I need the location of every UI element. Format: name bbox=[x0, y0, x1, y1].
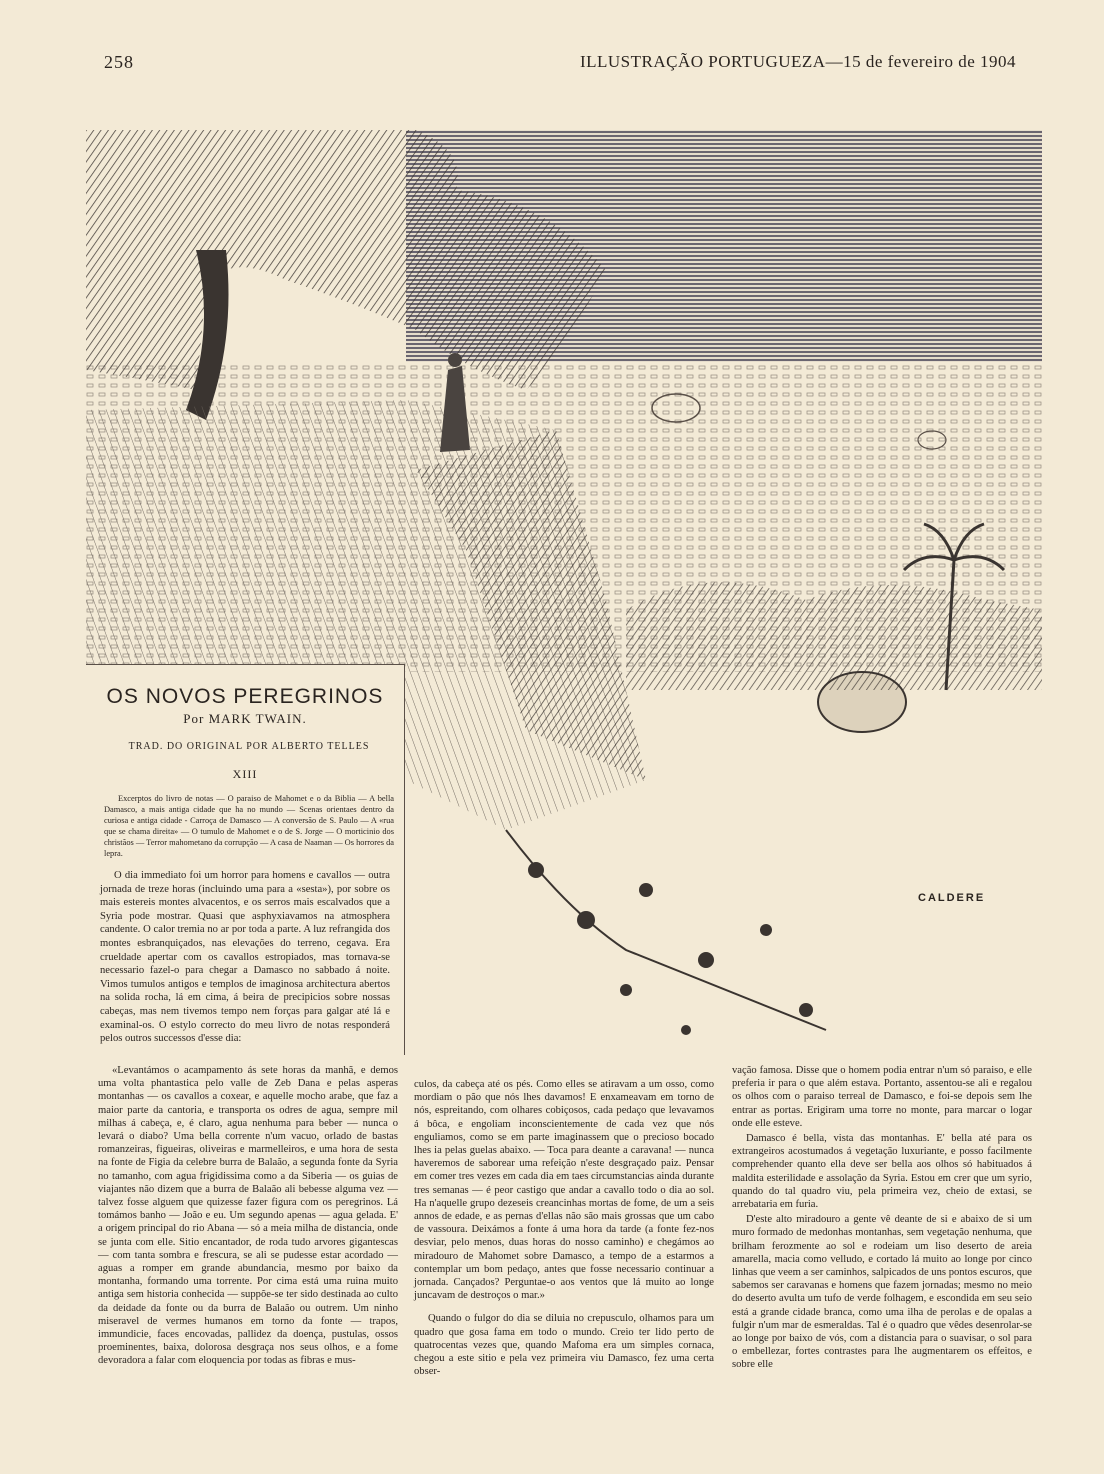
paragraph: Quando o fulgor do dia se diluia no crepusculo, olhamos para um quadro que gosa fama em todo o mundo. Creio ter lido perto de quatrocentas vezes que, quando Mafoma era um simples cornaca, chegou a este sitio e pela vez primeira viu Damasco, fez uma certa obser- bbox=[414, 1313, 714, 1378]
paragraph: vação famosa. Disse que o homem podia entrar n'um só paraiso, e elle preferia ir para o que além estava. Portanto, assentou-se ali e regalou os olhos com o paraiso terreal de Damasco, e foi-se depois sem lhe entrar as portas. Erigiram uma torre no monte, para marcar o logar onde elle esteve. bbox=[732, 1065, 1032, 1129]
translator-credit: TRAD. DO ORIGINAL POR ALBERTO TELLES bbox=[128, 741, 370, 752]
running-header: ILLUSTRAÇÃO PORTUGUEZA—15 de fevereiro de 1904 bbox=[579, 52, 1016, 71]
vine bbox=[506, 830, 826, 1030]
page-number: 258 bbox=[104, 52, 134, 72]
orchard-foliage bbox=[626, 582, 1042, 690]
chapter-number: XIII bbox=[232, 767, 258, 781]
paragraph: «Levantámos o acampamento ás sete horas da manhã, e demos uma volta phantastica pelo valle de Zeb Dana e pelas asperas montanhas — os cavallos a coxear, e aquelle mocho arabe, que faz a maior parte da cantoria, e transporta os odres de agua, sempre mil milhas á cabeça, e, é claro, agua nenhuma para beber — nunca o levará o diabo? Uma bella corrente n'um vacuo, orlado de bastas romanzeiras, figueiras, oliveiras e marmelleiros, e uma hora de sesta na fonte de Figia da celebre burra de Balaão, a segunda fonte da Syria no tamanho, com agua frigidissima como a da Siberia — os guias de viajantes não dizem que a burra de Balaão ali bebesse alguma vez — talvez fosse alguem que quizesse fazer figura com os peregrinos. Lá tomámos banho — João e eu. Um segundo apenas — agua gelada. E' a origem principal do rio Abana — só a meia milha de distancia, onde se junta com elle. Sitio encantador, de roda tudo arvores gigantescas — com tanta sombra e frescura, se ali se pudesse estar acordado — aguas a romper em grande abundancia, mesmo por baixo da montanha, formando uma torrente. Por cima está uma ruina muito antiga sem historia conhecida — suppõe-se ter sido destinada ao culto da deidade da fonte ou da burra de Balaão ou outrem. Um ninho miseravel de vermes humanos em torno da fonte — trapos, immundicie, faces encovadas, pallidez da doença, pustulas, ossos proeminentes, baixa, dolorosa desgraça nos seus olhos, e a fome devoradora a falar com eloquencia por todas as fibras e mus- bbox=[98, 1065, 398, 1367]
text-column-3 bbox=[732, 1064, 1032, 1372]
paragraph: Damasco é bella, vista das montanhas. E' bella até para os extrangeiros acostumados á vegetação luxuriante, e posso facilmente comprehender quanto ella deve ser bella aos olhos só habituados á maldita esterilidade e assolação da Syria. Estou em crer que um syrio, quando do tal quadro viu, pela primeira vez, cheio de extasi, se arrebataria em furia. bbox=[732, 1133, 1032, 1211]
text-column-1 bbox=[98, 1064, 398, 1368]
byline: Por MARK TWAIN. bbox=[183, 711, 307, 726]
figure-head bbox=[448, 353, 462, 367]
text-column-2 bbox=[414, 1078, 714, 1378]
artist-signature: CALDERE bbox=[918, 892, 986, 904]
chapter-summary: Excerptos do livro de notas — O paraiso de Mahomet e o da Biblia — A bella Damasco, a mais antiga cidade que ha no mundo — Scenas orientaes dentro da curiosa e antiga cidade - Carroça de Damasco — A conversão de S. Paulo — A «rua que se chama direita» — O tumulo de Mahomet e o de S. Jorge — O morticinio dos christãos — Terror mahometano da corrupção — A casa de Naaman — Os horrores da lepra. bbox=[104, 794, 394, 858]
paragraph: culos, da cabeça até os pés. Como elles se atiravam a um osso, como mordiam o pão que nós lhes davamos! E enxameavam em torno de nós, espreitando, com olhares cobiçosos, cada pedaço que levavamos á bôca, e engoliam inconscientemente de cada vez que nós enguliamos, como se em parte imaginassem que o precioso bocado lhes ia pelas guelas abaixo. — Toca para deante a caravana! — nunca haveremos de saborear uma refeição n'este desgraçado paiz. Pensar em comer tres vezes em cada dia em taes circumstancias ainda durante tres semanas — é peor castigo que andar a cavallo todo o dia ao sol. Ha n'aquelle grupo dezeseis creancinhas mortas de fome, de um a seis annos de edade, e as pernas d'ellas não são mais grossas que um cabo de vassoura. Deixámos a fonte á uma hora da tarde (a fonte fez-nos desviar, pelo menos, duas horas do nosso caminho) e chegámos ao miradouro de Mahomet sobre Damasco, a tempo de a estarmos a contemplar um bom pedaço, antes que fosse necessario continuar a jornada. Cançados? Perguntae-o aos ventos que lá muito ao longe juncavam de destroços o mar.» bbox=[414, 1079, 714, 1302]
intro-paragraph: O dia immediato foi um horror para homens e cavallos — outra jornada de treze horas (incluindo uma para a «sesta»), por sobre os mais estereis montes alvacentos, e os serros mais escalvados que a Syria pode mostrar. Quasi que asphyxiavamos na atmosphera candente. O calor tremia no ar por toda a parte. A luz refrangida dos montes esbranquiçados, nas elevações do terreno, cegava. Era crueldade apertar com os cavallos estropiados, mas tornava-se necessario fazel-o para chegar a Damasco no sabbado á noite. Vimos tumulos antigos e templos de imaginosa architectura abertos na solida rocha, lá em cima, á beira de precipicios sobre nossas cabeças, mas nem tivemos tempo nem forças para galgar até lá e examinal-os. O estylo correcto do meu livro de notas responderá pelos outros successos d'esse dia: bbox=[100, 870, 390, 1045]
vine-leaves bbox=[528, 862, 813, 1035]
title-block bbox=[86, 664, 405, 1055]
paragraph: D'este alto miradouro a gente vê deante de si e abaixo de si um muro formado de medonhas montanhas, sem vegetação nenhuma, que brilham ferozmente ao sol e rodeiam um liso deserto de areia amarella, macia como velludo, e cortado lá muito ao longe por cinco linhas que veem a ser caminhos, salpicados de uns pontos escuros, que sabemos ser caravanas e homens que fazem jornadas; mesmo no meio do deserto avulta um tufo de verde folhagem, e escondida em seu seio está a grande cidade branca, como uma ilha de perolas e de opalas a fulgir n'um mar de esmeraldas. Tal é o quadro que vêdes desenrolar-se ao longe por baixo de vós, com a distancia para o suavisar, o sol para o embellezar, fortes contrastes para lhe augmentarem os effeitos, e sobre elle bbox=[732, 1214, 1032, 1371]
article-title: OS NOVOS PEREGRINOS bbox=[106, 685, 384, 708]
